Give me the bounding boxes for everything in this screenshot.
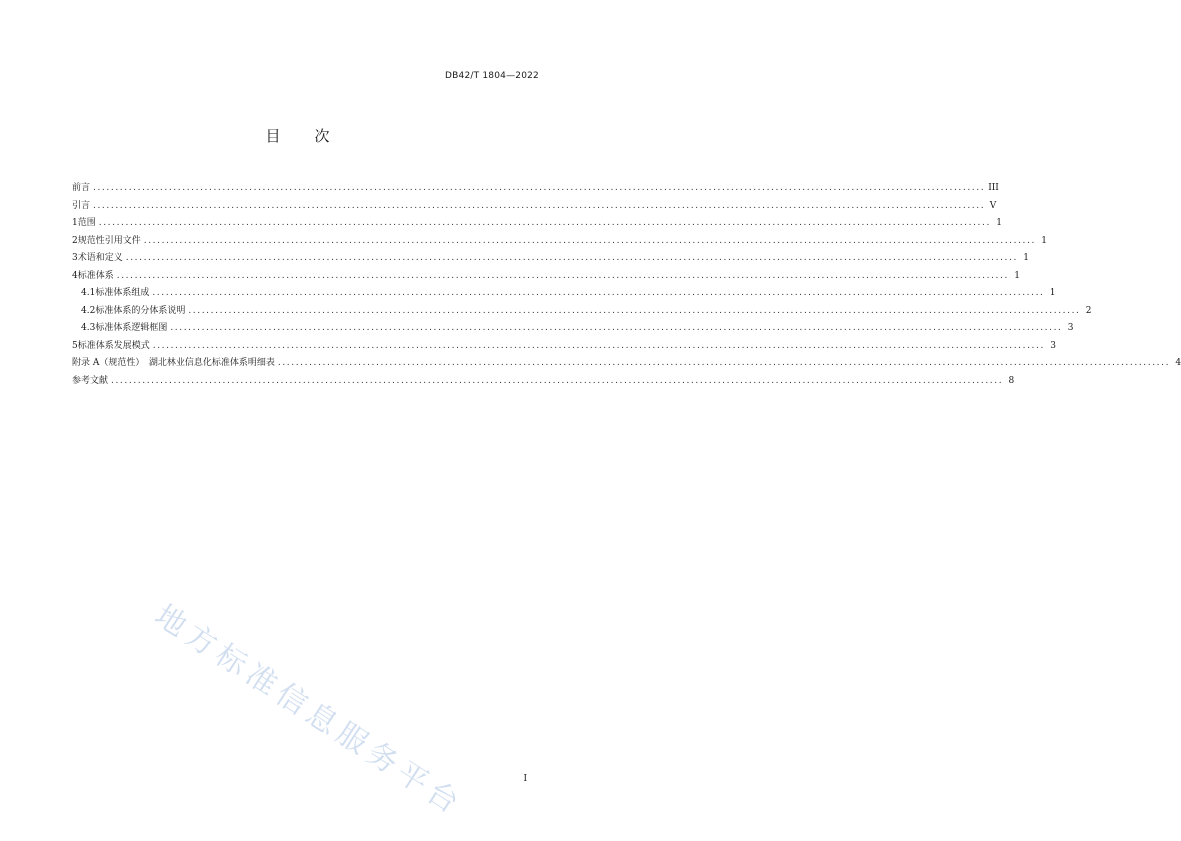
toc-entry[interactable] xyxy=(72,233,1047,251)
toc-entry-number: 1 xyxy=(72,218,78,228)
toc-entry-label: 范围 xyxy=(77,218,96,228)
watermark: 地方标准信息服务平台 xyxy=(148,598,470,824)
toc-entry-label: 标准体系发展模式 xyxy=(77,340,150,351)
toc-leader-dots: ........................................................................................................................................................................................................ xyxy=(116,270,1009,281)
toc-entry-page: 1 xyxy=(996,218,1002,228)
toc-entry-page: 1 xyxy=(1023,253,1029,263)
toc-leader-dots: ........................................................................................................................................................................................................ xyxy=(152,340,1045,351)
document-code: DB42/T 1804—2022 xyxy=(445,71,539,81)
page-title xyxy=(0,125,595,146)
toc-entry-number: 2 xyxy=(72,235,78,246)
toc-entry-label: 参考文献 xyxy=(72,375,109,386)
toc-entry-page: 1 xyxy=(1049,288,1056,298)
toc-entry-page: 3 xyxy=(1050,340,1056,351)
toc-entry-page: 1 xyxy=(1014,270,1020,281)
toc-leader-dots: ........................................................................................................................................................................................................ xyxy=(152,288,1045,298)
toc-entry-page: III xyxy=(988,183,999,193)
toc-entry-number: 4.1 xyxy=(81,288,96,298)
toc-entry-label: 术语和定义 xyxy=(77,253,123,263)
toc-entry-label: 前言 xyxy=(72,183,91,193)
toc-entry-label: 附录 A（规范性） 湖北林业信息化标准体系明细表 xyxy=(72,358,275,368)
toc-leader-dots: ........................................................................................................................................................................................................ xyxy=(111,375,1004,386)
toc-entry-label: 标准体系逻辑框图 xyxy=(95,323,168,333)
toc-entry-label: 标准体系的分体系说明 xyxy=(95,305,186,316)
toc-entry[interactable] xyxy=(72,303,1092,321)
toc-leader-dots: ........................................................................................................................................................................................................ xyxy=(188,305,1081,316)
toc-entry-page: 8 xyxy=(1008,375,1015,386)
toc-entry-number: 5 xyxy=(72,340,78,351)
toc-leader-dots: ........................................................................................................................................................................................................ xyxy=(277,358,1171,368)
toc-entry[interactable] xyxy=(72,180,999,198)
toc-entry-page: 3 xyxy=(1067,323,1074,333)
toc-entry-label: 标准体系 xyxy=(77,270,114,281)
toc-entry[interactable] xyxy=(72,320,1074,338)
toc-entry-number: 3 xyxy=(72,253,78,263)
toc-leader-dots: ........................................................................................................................................................................................................ xyxy=(143,235,1036,246)
toc-leader-dots: ........................................................................................................................................................................................................ xyxy=(170,323,1063,333)
toc-leader-dots: ........................................................................................................................................................................................................ xyxy=(125,253,1018,263)
toc-entry[interactable] xyxy=(72,355,1181,373)
toc-entry[interactable] xyxy=(72,285,1056,303)
toc-entry-page: 1 xyxy=(1041,235,1047,246)
toc-entry-number: 4.2 xyxy=(81,305,96,316)
toc-leader-dots: ........................................................................................................................................................................................................ xyxy=(93,200,986,211)
page-number: I xyxy=(523,774,527,784)
toc-entry-page: 4 xyxy=(1175,358,1181,368)
toc-leader-dots: ........................................................................................................................................................................................................ xyxy=(93,183,986,193)
toc-entry[interactable] xyxy=(72,338,1056,356)
toc-entry[interactable] xyxy=(72,250,1029,268)
toc-entry[interactable] xyxy=(72,198,997,216)
toc-entry-page: 2 xyxy=(1085,305,1092,316)
toc-entry[interactable] xyxy=(72,373,1015,391)
toc-entry-number: 4.3 xyxy=(81,323,96,333)
toc-entry[interactable] xyxy=(72,215,1002,233)
toc-entry-number: 4 xyxy=(72,270,78,281)
toc-entry-label: 规范性引用文件 xyxy=(77,235,141,246)
toc-leader-dots: ........................................................................................................................................................................................................ xyxy=(98,218,991,228)
title-part-1: 目 xyxy=(265,127,281,145)
title-part-2: 次 xyxy=(314,127,330,145)
table-of-contents xyxy=(72,180,1181,390)
toc-entry[interactable] xyxy=(72,268,1020,286)
toc-entry-page: V xyxy=(989,200,997,211)
toc-entry-label: 引言 xyxy=(72,200,91,211)
toc-entry-label: 标准体系组成 xyxy=(95,288,150,298)
